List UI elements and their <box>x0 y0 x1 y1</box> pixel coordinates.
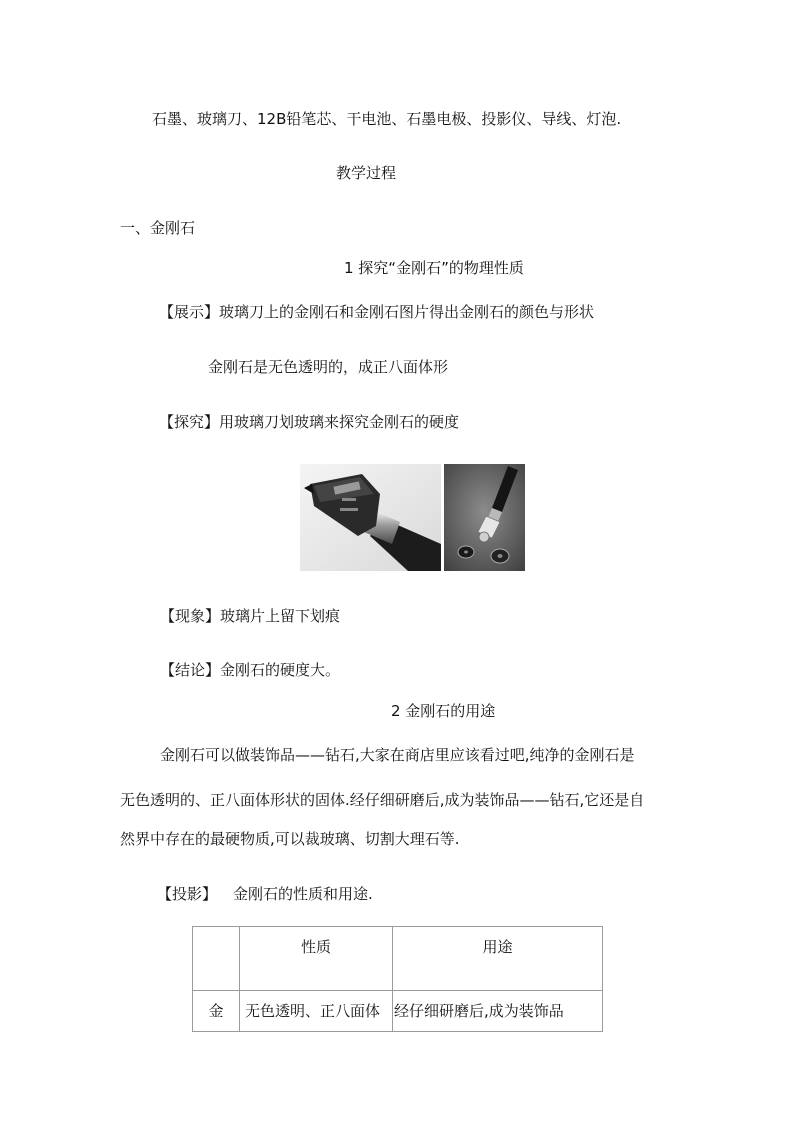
materials-line: 石墨、玻璃刀、12B铅笔芯、干电池、石墨电极、投影仪、导线、灯泡. <box>152 110 622 128</box>
phenomenon-tag: 【现象】 <box>160 607 221 625</box>
paragraph-line-1: 金刚石可以做装饰品——钻石,大家在商店里应该看过吧,纯净的金刚石是 <box>160 746 635 764</box>
paragraph-line-2: 无色透明的、正八面体形状的固体.经仔细研磨后,成为装饰品——钻石,它还是自 <box>120 791 645 809</box>
properties-uses-table <box>192 926 603 1032</box>
diamond-wheel-cutter-photo <box>444 464 525 571</box>
projection-text: 金刚石的性质和用途. <box>233 885 373 903</box>
table-row <box>193 991 603 1032</box>
table-header-cell: 用途 <box>393 927 603 991</box>
subsection-heading-properties: 1 探究“金刚石”的物理性质 <box>344 259 524 277</box>
explore-line <box>159 412 459 432</box>
explore-tag: 【探究】 <box>159 413 220 431</box>
table-cell: 经仔细研磨后,成为装饰品 <box>393 991 603 1032</box>
display-result: 金刚石是无色透明的，成正八面体形 <box>208 358 449 376</box>
table-header-cell: 性质 <box>240 927 393 991</box>
section-heading: 一、金刚石 <box>120 219 196 237</box>
table-header-row <box>193 927 603 991</box>
subsection-heading-uses: 2 金刚石的用途 <box>391 702 496 720</box>
glass-cutter-photo <box>300 464 441 571</box>
paragraph-line-3: 然界中存在的最硬物质,可以裁玻璃、切割大理石等. <box>120 830 460 848</box>
phenomenon-line <box>160 606 340 626</box>
explore-text: 用玻璃刀划玻璃来探究金刚石的硬度 <box>219 413 460 431</box>
process-heading: 教学过程 <box>336 164 397 182</box>
table-header-cell <box>193 927 240 991</box>
conclusion-text: 金刚石的硬度大。 <box>220 661 341 679</box>
conclusion-tag: 【结论】 <box>160 661 221 679</box>
table-cell: 金 <box>193 991 240 1032</box>
display-line <box>159 302 594 322</box>
conclusion-line <box>160 660 340 680</box>
display-tag: 【展示】 <box>159 303 220 321</box>
phenomenon-text: 玻璃片上留下划痕 <box>220 607 341 625</box>
projection-tag: 【投影】 <box>157 885 218 903</box>
diamond-cutter-illustration <box>444 464 525 571</box>
display-text: 玻璃刀上的金刚石和金刚石图片得出金刚石的颜色与形状 <box>219 303 595 321</box>
glass-cutter-illustration <box>300 464 441 571</box>
table-cell: 无色透明、正八面体 <box>240 991 393 1032</box>
projection-line <box>157 884 373 904</box>
